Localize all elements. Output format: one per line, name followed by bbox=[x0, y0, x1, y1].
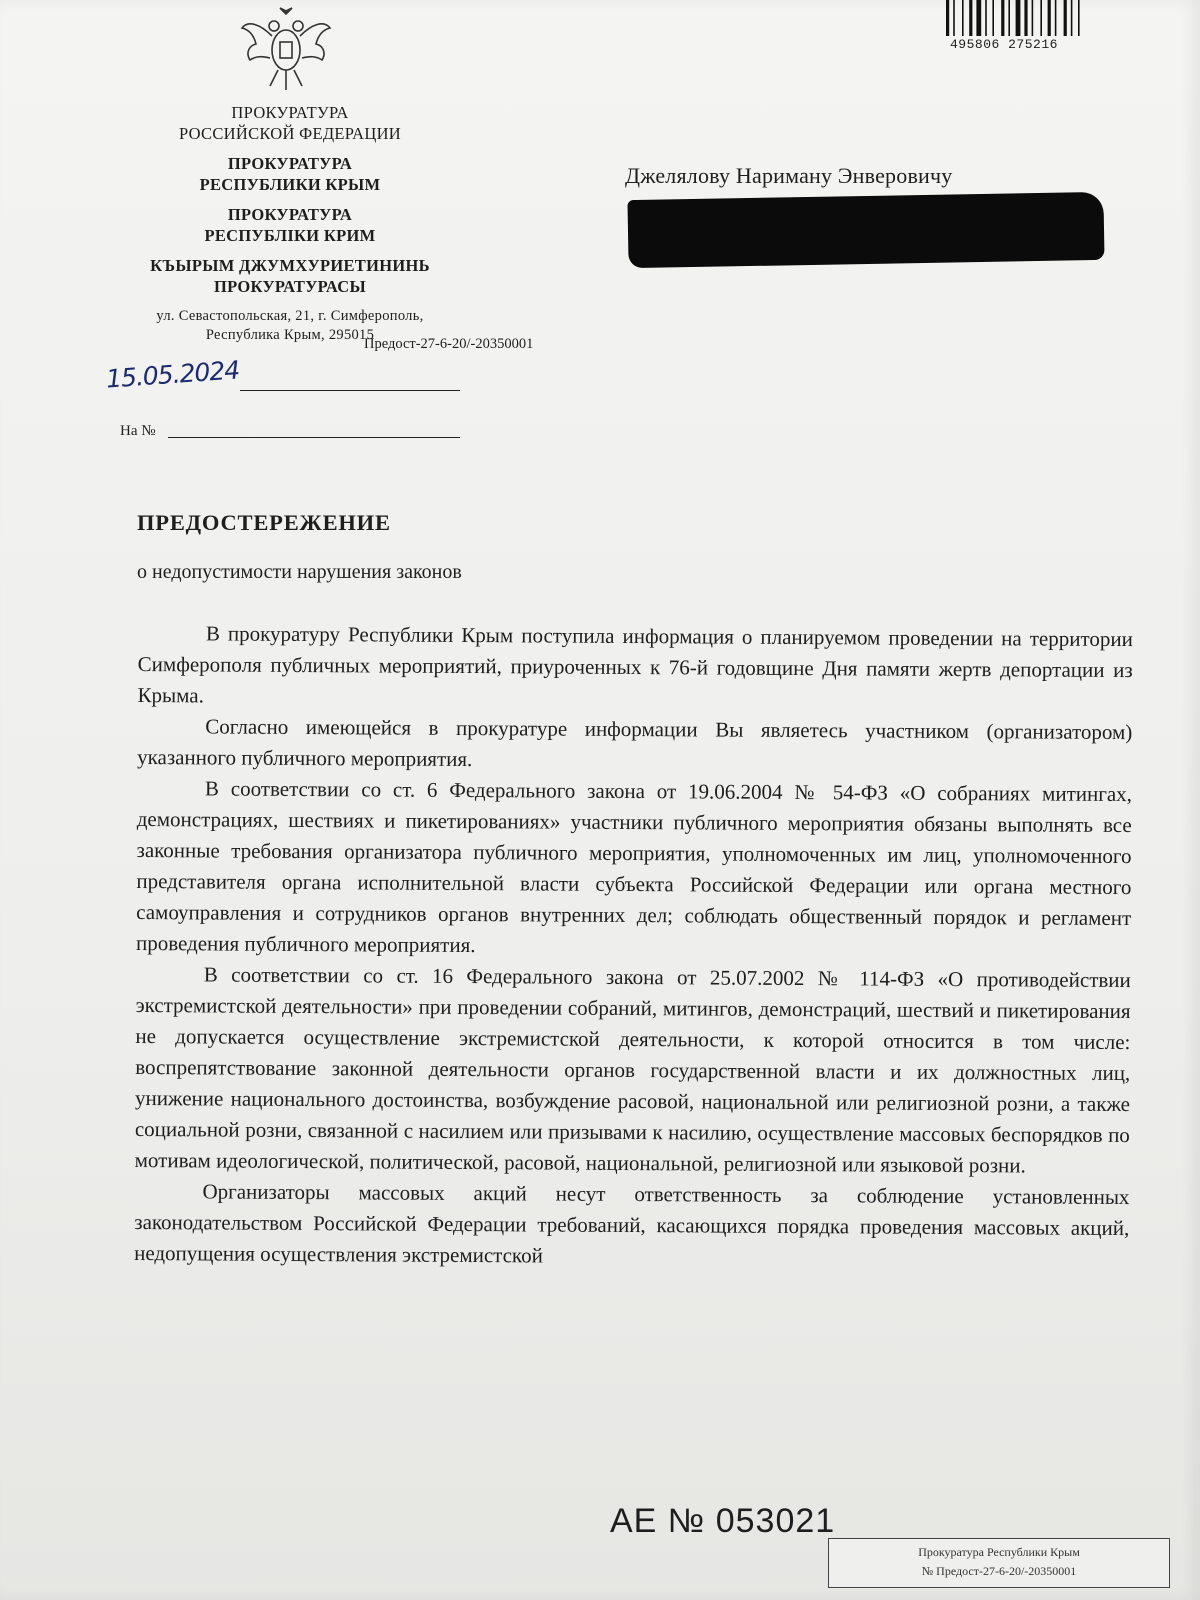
stamp-line: Прокуратура Республики Крым bbox=[918, 1545, 1080, 1559]
org-line: РЕСПУБЛИКИ КРЫМ bbox=[199, 175, 381, 194]
barcode-bar bbox=[1001, 0, 1004, 36]
body-paragraph: В прокуратуру Республики Крым поступила информация о планируемом проведении на территории Симферополя публичных мероприятий, приуроченных к 76-й годовщине Дня памяти жертв депортации из Крыма. bbox=[137, 621, 1133, 708]
registration-stamp bbox=[828, 1538, 1170, 1588]
barcode-bar bbox=[1016, 0, 1021, 36]
org-line: ПРОКУРАТУРА bbox=[227, 205, 353, 224]
barcode-bar bbox=[1024, 0, 1027, 36]
body-paragraph: В соответствии со ст. 6 Федерального закона от 19.06.2004 № 54-ФЗ «О собраниях митингах, демонстрациях, шествиях и пикетированиях» участники публичного мероприятия обязаны выполнять все законные требования организатора публичного мероприятия, уполномоченных им лиц, уполномоченного представителя органа исполнительной власти субъекта Российской Федерации или органа местного самоуправления и сотрудников органов внутренних дел; соблюдать общественный порядок и регламент проведения публичного мероприятия. bbox=[135, 776, 1133, 958]
body-paragraph: В соответствии со ст. 16 Федерального закона от 25.07.2002 № 114-ФЗ «О противодействии экстремистской деятельности» при проведении собраний, митингов, демонстраций, шествий и пикетирования не допускается осуществление экстремистской деятельности, к которой относится в том числе: воспрепятствование законной деятельности органов государственной власти и их должностных лиц, унижение национального достоинства, возбуждение расовой, национальной или религиозной розни, а также социальной розни, связанной с насилием или призывами к насилию, осуществление массовых беспорядков по мотивам идеологической, политической, расовой, национальной, религиозной или языковой розни. bbox=[134, 962, 1131, 1178]
incoming-number-underline bbox=[168, 437, 460, 438]
incoming-number-label: На № bbox=[120, 423, 156, 439]
org-line: РЕСПУБЛІКИ КРИМ bbox=[204, 226, 376, 245]
barcode-bar bbox=[1032, 0, 1034, 36]
barcode-bar bbox=[1055, 0, 1057, 36]
org-line: КЪЫРЫМ ДЖУМХУРИЕТИНИНЬ bbox=[150, 256, 430, 275]
barcode-bar bbox=[1064, 0, 1067, 36]
redacted-address bbox=[627, 192, 1104, 268]
org-line: ПРОКУРАТУРА bbox=[231, 103, 349, 122]
double-headed-eagle-icon bbox=[240, 6, 332, 92]
barcode-bar bbox=[1071, 0, 1073, 36]
outgoing-reference: Предост-27-6-20/-20350001 bbox=[364, 336, 534, 352]
date-underline bbox=[240, 390, 460, 391]
barcode-bar bbox=[946, 0, 949, 36]
barcode-number: 495806 275216 bbox=[950, 37, 1058, 52]
handwritten-date: 15.05.2024 bbox=[105, 355, 240, 394]
document-title: ПРЕДОСТЕРЕЖЕНИЕ bbox=[137, 510, 391, 535]
stamp-line: № Предост-27-6-20/-20350001 bbox=[921, 1564, 1077, 1578]
org-line: РОССИЙСКОЙ ФЕДЕРАЦИИ bbox=[178, 124, 402, 143]
body-paragraph: Согласно имеющейся в прокуратуре информации Вы являетесь участником (организатором) указанного публичного мероприятия. bbox=[137, 714, 1133, 772]
barcode-bar bbox=[992, 0, 994, 36]
barcode-bar bbox=[1008, 0, 1010, 36]
barcode-bar bbox=[953, 0, 955, 36]
barcode-bar bbox=[1078, 0, 1080, 36]
barcode-bar bbox=[1040, 0, 1042, 36]
barcode-bar bbox=[976, 0, 981, 36]
org-line: ПРОКУРАТУРАСЫ bbox=[213, 277, 367, 296]
barcode-bar bbox=[969, 0, 972, 36]
form-series-number: АЕ № 053021 bbox=[610, 1502, 836, 1540]
org-line: ПРОКУРАТУРА bbox=[227, 154, 353, 173]
barcode-bar bbox=[985, 0, 987, 36]
address-line: ул. Севастопольская, 21, г. Симферополь, bbox=[156, 308, 424, 324]
document-body bbox=[134, 618, 1133, 1275]
barcode-bar bbox=[962, 0, 964, 36]
address-line: Республика Крым, 295015 bbox=[205, 327, 375, 343]
document-subtitle: о недопустимости нарушения законов bbox=[137, 561, 462, 583]
barcode-bar bbox=[1048, 0, 1051, 36]
recipient-name: Джелялову Нариману Энверовичу bbox=[625, 163, 953, 188]
sender-organization bbox=[110, 102, 470, 345]
body-paragraph: Организаторы массовых акций несут ответственность за соблюдение установленных законодательством Российской Федерации требований, касающихся порядка проведения массовых акций, недопущения осуществления экстремистской bbox=[134, 1179, 1130, 1268]
